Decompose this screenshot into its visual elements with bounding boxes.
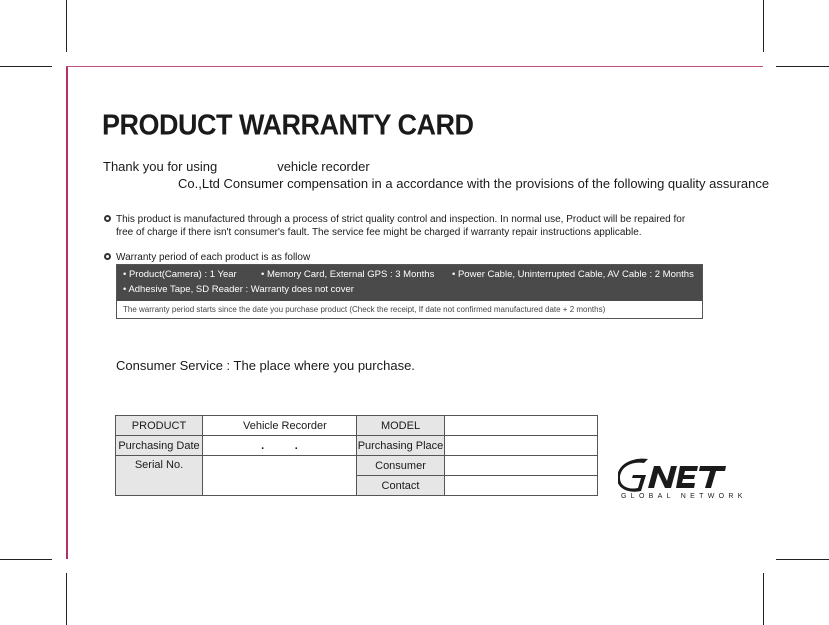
- crop-mark-bottom-right-h: [776, 559, 829, 560]
- consumer-label: Consumer: [357, 456, 445, 476]
- page-title: PRODUCT WARRANTY CARD: [102, 109, 474, 141]
- warranty-item-adhesive-tape: • Adhesive Tape, SD Reader : Warranty does not cover: [123, 284, 354, 295]
- purchasing-date-value[interactable]: . .: [203, 436, 357, 456]
- warranty-item-memory-card: • Memory Card, External GPS : 3 Months: [261, 269, 435, 280]
- crop-mark-bottom-left: [66, 573, 67, 625]
- crop-mark-bottom-right: [763, 573, 764, 625]
- purchasing-place-value[interactable]: [445, 436, 598, 456]
- crop-mark-top-left: [66, 0, 67, 52]
- consumer-value[interactable]: [445, 456, 598, 476]
- table-row: [116, 416, 598, 436]
- warranty-period-list: [117, 265, 702, 301]
- bullet-1-line-1: This product is manufactured through a process of strict quality control and inspection. In normal use, Product will be repaired for: [116, 214, 686, 225]
- intro-line-1-start: Thank you for using: [103, 159, 218, 174]
- warranty-item-power-cable: • Power Cable, Uninterrupted Cable, AV Cable : 2 Months: [452, 269, 694, 280]
- intro-line-2: Co.,Ltd Consumer compensation in a accordance with the provisions of the following quality assurance: [178, 176, 770, 191]
- intro-line-1-end: vehicle recorder: [277, 159, 370, 174]
- crop-mark-top-right-h: [776, 66, 829, 67]
- bullet-icon-1: [104, 215, 111, 222]
- product-value[interactable]: Vehicle Recorder: [203, 416, 357, 436]
- table-row: [116, 436, 598, 456]
- consumer-service: Consumer Service : The place where you purchase.: [116, 358, 415, 373]
- table-row: [116, 456, 598, 476]
- warranty-period-box: [116, 264, 703, 319]
- crop-mark-top-right: [763, 0, 764, 52]
- warranty-note: The warranty period starts since the date you purchase product (Check the receipt, If date not confirmed manufactured date + 2 months): [123, 305, 606, 314]
- warranty-info-table: [115, 415, 598, 496]
- gnet-logo-tagline: GLOBAL NETWORK: [621, 493, 747, 500]
- bullet-2: Warranty period of each product is as follow: [116, 252, 311, 263]
- model-value[interactable]: [445, 416, 598, 436]
- accent-border-left: [66, 66, 68, 559]
- accent-border-top: [66, 66, 763, 67]
- purchasing-place-label: Purchasing Place: [357, 436, 445, 456]
- warranty-item-product: • Product(Camera) : 1 Year: [123, 269, 237, 280]
- purchasing-date-label: Purchasing Date: [116, 436, 203, 456]
- contact-label: Contact: [357, 476, 445, 496]
- contact-value[interactable]: [445, 476, 598, 496]
- intro-line-1: [103, 159, 370, 174]
- crop-mark-bottom-left-h: [0, 559, 52, 560]
- bullet-1-line-2: free of charge if there isn't consumer's fault. The service fee might be charged if warranty repair instructions applicable.: [116, 227, 642, 238]
- serial-value[interactable]: [203, 456, 357, 496]
- crop-mark-top-left-h: [0, 66, 52, 67]
- serial-label-text: Serial No.: [134, 459, 184, 471]
- product-label: PRODUCT: [116, 416, 203, 436]
- model-label: MODEL: [357, 416, 445, 436]
- serial-label: [116, 456, 203, 496]
- bullet-icon-2: [104, 253, 111, 260]
- gnet-logo-mark: [618, 459, 726, 492]
